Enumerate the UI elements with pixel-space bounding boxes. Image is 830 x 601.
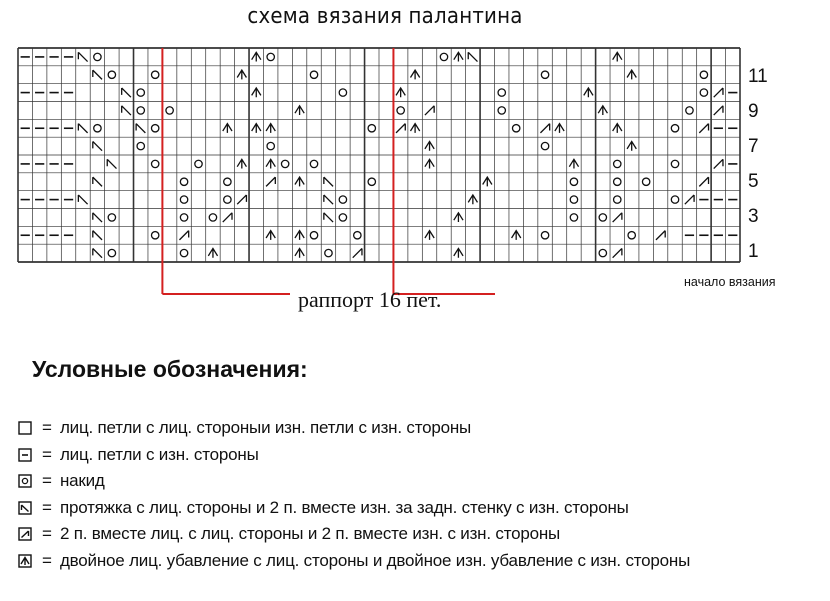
double-decrease-mark (425, 141, 434, 150)
right-decrease-mark (425, 106, 434, 115)
right-decrease-mark (714, 106, 723, 115)
legend-item (18, 443, 259, 467)
row-number-7: 7 (748, 136, 759, 157)
row-number-9: 9 (748, 101, 759, 122)
yarn-over-mark (310, 71, 317, 78)
yarn-over-mark (541, 232, 548, 239)
right-decrease-mark (613, 213, 622, 222)
yarn-over-mark (281, 160, 288, 167)
row-number-5: 5 (748, 171, 759, 192)
double-decrease-mark (295, 106, 304, 115)
right-decrease-mark (699, 124, 708, 133)
right-decrease-mark (223, 213, 232, 222)
yarn-over-mark (354, 232, 361, 239)
yarn-over-mark (498, 89, 505, 96)
start-label: начало вязания (684, 275, 776, 289)
yarn-over-mark (614, 160, 621, 167)
right-decrease-mark (179, 231, 188, 240)
legend-equals: = (42, 551, 52, 570)
left-decrease-mark (93, 213, 102, 222)
rapport-label: раппорт 16 пет. (298, 287, 442, 312)
left-decrease-mark (93, 177, 102, 186)
yarn-over-mark (628, 232, 635, 239)
left-decrease-mark (93, 231, 102, 240)
legend-text: 2 п. вместе лиц. с лиц. стороны и 2 п. вместе изн. с изн. стороны (59, 524, 561, 543)
yarn-over-mark (541, 71, 548, 78)
left-decrease-mark (107, 159, 116, 168)
yarn-over-mark (151, 71, 158, 78)
double-decrease-mark (454, 248, 463, 257)
legend-text: протяжка с лиц. стороны и 2 п. вместе изн. за задн. стенку с изн. стороны (59, 498, 629, 517)
double-decrease-mark (252, 52, 261, 61)
double-decrease-mark (425, 231, 434, 240)
yarn-over-mark (224, 196, 231, 203)
double-decrease-mark (266, 159, 275, 168)
legend-item (18, 416, 471, 440)
left-decrease-mark (324, 213, 333, 222)
double-decrease-mark (584, 88, 593, 97)
legend-text: лиц. петли с лиц. стороныи изн. петли с изн. стороны (59, 418, 472, 437)
yarn-over-mark (642, 178, 649, 185)
double-decrease-mark (237, 159, 246, 168)
legend-item (18, 469, 105, 493)
yarn-over-mark (166, 107, 173, 114)
left-decrease-mark (122, 88, 131, 97)
legend-equals: = (42, 471, 52, 490)
yarn-over-mark (599, 214, 606, 221)
yarn-over-mark (397, 107, 404, 114)
double-decrease-mark (425, 159, 434, 168)
row-number-11: 11 (748, 66, 768, 87)
double-decrease-mark (237, 70, 246, 79)
left-decrease-mark (78, 124, 87, 133)
left-decrease-mark (122, 106, 131, 115)
left-decrease-mark (78, 52, 87, 61)
double-decrease-mark (295, 231, 304, 240)
yarn-over-mark (339, 89, 346, 96)
double-decrease-mark (223, 124, 232, 133)
yarn-over-mark (339, 214, 346, 221)
yarn-over-mark (151, 232, 158, 239)
yarn-over-mark (671, 125, 678, 132)
yarn-over-mark (137, 107, 144, 114)
double-decrease-mark (454, 213, 463, 222)
yarn-over-mark (151, 160, 158, 167)
left-decrease-mark (324, 177, 333, 186)
yarn-over-mark (137, 89, 144, 96)
yarn-over-mark (498, 107, 505, 114)
right-decrease-mark (714, 88, 723, 97)
yarn-over-mark (339, 196, 346, 203)
dash-square-icon (18, 448, 32, 462)
yarn-over-mark (180, 196, 187, 203)
right-decrease-icon (18, 527, 32, 541)
left-decrease-mark (93, 70, 102, 79)
legend-equals: = (42, 498, 52, 517)
right-decrease-mark (699, 177, 708, 186)
yarn-over-mark (686, 107, 693, 114)
yarn-over-mark (700, 71, 707, 78)
yarn-over-mark (137, 142, 144, 149)
right-decrease-mark (613, 248, 622, 257)
yarn-over-mark (94, 53, 101, 60)
left-decrease-icon (18, 501, 32, 515)
yarn-over-mark (267, 142, 274, 149)
chart-title: схема вязания палантина (247, 4, 523, 29)
legend-equals: = (42, 445, 52, 464)
double-decrease-mark (410, 70, 419, 79)
double-decrease-mark (454, 52, 463, 61)
yarn-over-mark (108, 214, 115, 221)
left-decrease-mark (93, 248, 102, 257)
double-decrease-mark (295, 177, 304, 186)
row-number-3: 3 (748, 206, 759, 227)
yarn-over-mark (599, 249, 606, 256)
yarn-over-mark (614, 178, 621, 185)
double-decrease-mark (468, 195, 477, 204)
yarn-over-mark (671, 196, 678, 203)
yarn-over-mark (368, 178, 375, 185)
double-decrease-mark (569, 159, 578, 168)
double-decrease-mark (252, 88, 261, 97)
left-decrease-mark (136, 124, 145, 133)
yarn-over-mark (151, 125, 158, 132)
yarn-over-mark (325, 249, 332, 256)
legend-equals: = (42, 418, 52, 437)
left-decrease-mark (93, 141, 102, 150)
right-decrease-mark (714, 159, 723, 168)
legend-title: Условные обозначения: (32, 356, 308, 382)
yarn-over-mark (700, 89, 707, 96)
yarn-over-mark (512, 125, 519, 132)
double-decrease-icon (18, 554, 32, 568)
left-decrease-mark (78, 195, 87, 204)
yarn-over-mark (195, 160, 202, 167)
yarn-over-mark (209, 214, 216, 221)
right-decrease-mark (656, 231, 665, 240)
left-decrease-mark (468, 52, 477, 61)
double-decrease-mark (627, 141, 636, 150)
yarn-over-mark (570, 196, 577, 203)
yarn-over-mark (570, 214, 577, 221)
double-decrease-mark (483, 177, 492, 186)
double-decrease-mark (613, 124, 622, 133)
yarn-over-mark (570, 178, 577, 185)
yarn-over-mark (108, 249, 115, 256)
legend-equals: = (42, 524, 52, 543)
yarn-over-mark (108, 71, 115, 78)
left-decrease-mark (324, 195, 333, 204)
right-decrease-mark (685, 195, 694, 204)
yarn-over-mark (267, 53, 274, 60)
double-decrease-mark (266, 231, 275, 240)
yarn-over-mark (368, 125, 375, 132)
yarn-over-mark (180, 178, 187, 185)
row-number-1: 1 (748, 241, 759, 262)
legend-text: лиц. петли с изн. стороны (59, 445, 259, 464)
legend-text: двойное лиц. убавление с лиц. стороны и двойное изн. убавление с изн. стороны (59, 551, 691, 570)
yarn-over-mark (614, 196, 621, 203)
right-decrease-mark (353, 248, 362, 257)
legend-item (18, 549, 690, 573)
double-decrease-mark (266, 124, 275, 133)
yarn-over-mark (541, 142, 548, 149)
yarn-over-mark (180, 249, 187, 256)
yarn-over-mark (94, 125, 101, 132)
legend-item (18, 496, 629, 520)
empty-square-icon (18, 421, 32, 435)
right-decrease-mark (396, 124, 405, 133)
yarn-over-mark (224, 178, 231, 185)
legend-text: накид (59, 471, 105, 490)
double-decrease-mark (512, 231, 521, 240)
legend-item (18, 522, 560, 546)
yarn-over-mark (671, 160, 678, 167)
right-decrease-mark (540, 124, 549, 133)
right-decrease-mark (237, 195, 246, 204)
yarn-over-mark (310, 232, 317, 239)
yarn-over-mark (180, 214, 187, 221)
double-decrease-mark (555, 124, 564, 133)
circle-square-icon (18, 474, 32, 488)
double-decrease-mark (252, 124, 261, 133)
yarn-over-mark (310, 160, 317, 167)
right-decrease-mark (266, 177, 275, 186)
double-decrease-mark (396, 88, 405, 97)
double-decrease-mark (295, 248, 304, 257)
double-decrease-mark (410, 124, 419, 133)
double-decrease-mark (613, 52, 622, 61)
yarn-over-mark (440, 53, 447, 60)
double-decrease-mark (598, 106, 607, 115)
double-decrease-mark (627, 70, 636, 79)
double-decrease-mark (208, 248, 217, 257)
